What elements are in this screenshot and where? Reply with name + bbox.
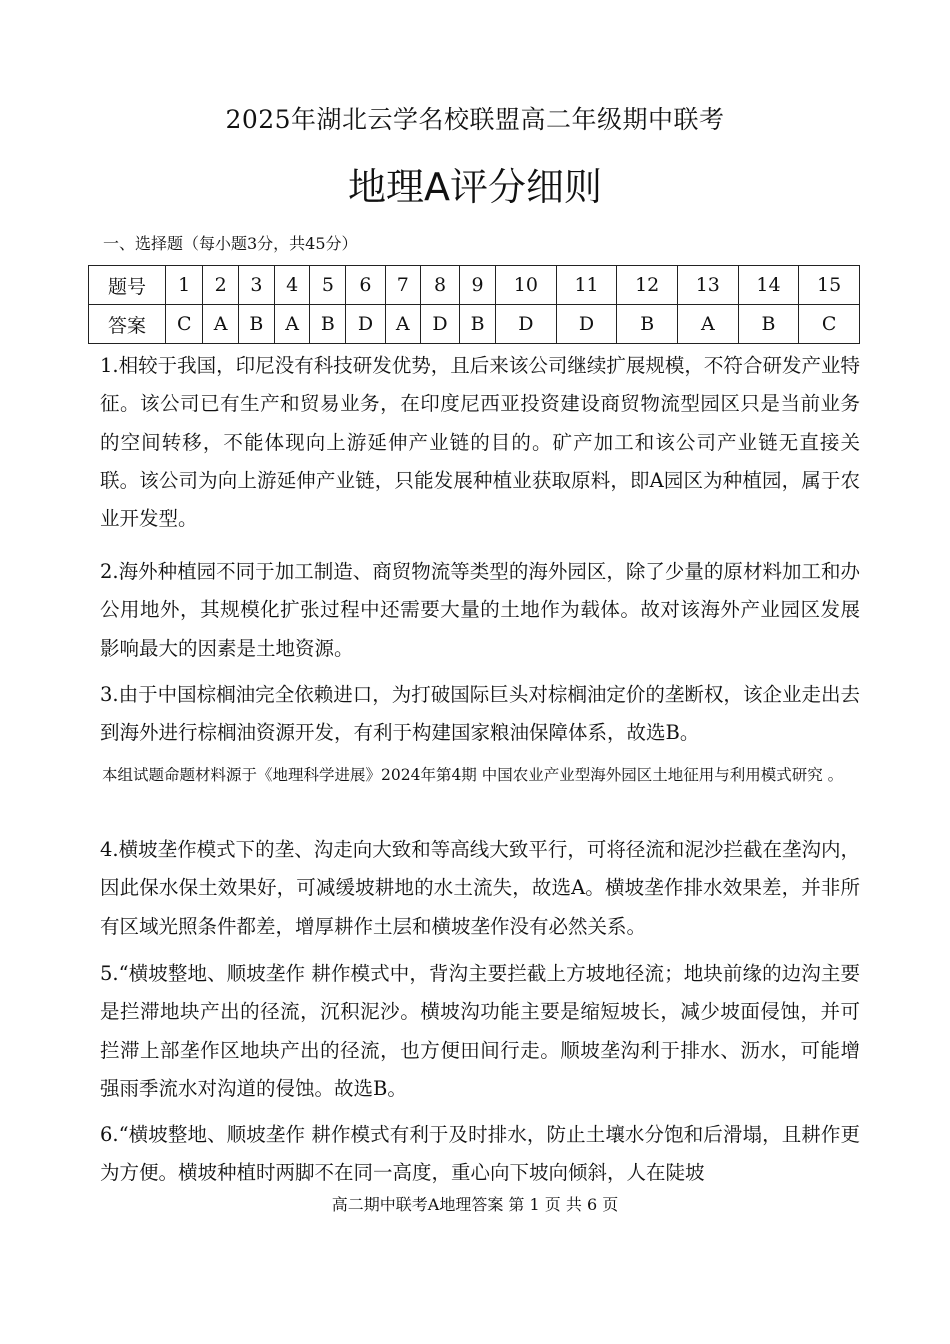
row-label-question: 题号 [89, 266, 166, 305]
explanation-q3: 3.由于中国棕榈油完全依赖进口，为打破国际巨头对棕榈油定价的垄断权，该企业走出去到海外进行棕榈油资源开发，有利于构建国家粮油保障体系，故选B。 [100, 683, 860, 745]
question-number: 1 [166, 266, 203, 305]
document-title: 地理A评分细则 [348, 165, 602, 209]
explanation-q6: 6.“横坡整地、顺坡垄作 耕作模式有利于及时排水，防止土壤水分饱和后滑塌，且耕作更为方便。横坡种植时两脚不在同一高度，重心向下坡向倾斜，人在陡坡 [100, 1123, 860, 1185]
question-number: 8 [420, 266, 459, 305]
explanation-q4: 4.横坡垄作模式下的垄、沟走向大致和等高线大致平行，可将径流和泥沙拦截在垄沟内，因此保水保土效果好，可减缓坡耕地的水土流失，故选A。横坡垄作排水效果差，并非所有区域光照条件都差，增厚耕作土层和横坡垄作没有必然关系。 [100, 838, 860, 938]
question-number: 14 [738, 266, 799, 305]
answer-cell: B [238, 305, 274, 344]
row-label-answer: 答案 [89, 305, 166, 344]
question-number: 7 [385, 266, 420, 305]
question-number: 10 [496, 266, 557, 305]
question-number: 6 [346, 266, 385, 305]
explanation-q2: 2.海外种植园不同于加工制造、商贸物流等类型的海外园区，除了少量的原材料加工和办公用地外，其规模化扩张过程中还需要大量的土地作为载体。故对该海外产业园区发展影响最大的因素是土地资源。 [100, 560, 860, 660]
question-number: 3 [238, 266, 274, 305]
page-footer: 高二期中联考A地理答案 第 1 页 共 6 页 [331, 1195, 619, 1214]
source-note: 本组试题命题材料源于《地理科学进展》2024年第4期 中国农业产业型海外园区土地征用与利用模式研究 。 [102, 766, 844, 784]
answer-cell: D [346, 305, 385, 344]
answer-cell: A [385, 305, 420, 344]
question-number-row [89, 266, 860, 305]
question-number: 9 [460, 266, 496, 305]
explanation-q5: 5.“横坡整地、顺坡垄作 耕作模式中，背沟主要拦截上方坡地径流；地块前缘的边沟主要是拦滞地块产出的径流，沉积泥沙。横坡沟功能主要是缩短坡长，减少坡面侵蚀，并可拦滞上部垄作区地块产出的径流，也方便田间行走。顺坡垄沟利于排水、沥水，可能增强雨季流水对沟道的侵蚀。故选B。 [100, 962, 860, 1100]
question-number: 15 [799, 266, 860, 305]
question-number: 11 [556, 266, 617, 305]
answer-cell: B [310, 305, 346, 344]
section-heading: 一、选择题（每小题3分，共45分） [103, 234, 358, 253]
answer-cell: B [460, 305, 496, 344]
answer-cell: B [738, 305, 799, 344]
question-number: 13 [678, 266, 739, 305]
answer-cell: C [166, 305, 203, 344]
answer-cell: A [274, 305, 309, 344]
answer-cell: D [496, 305, 557, 344]
explanation-q1: 1.相较于我国，印尼没有科技研发优势，且后来该公司继续扩展规模，不符合研发产业特征。该公司已有生产和贸易业务，在印度尼西亚投资建设商贸物流型园区只是当前业务的空间转移，不能体现向上游延伸产业链的目的。矿产加工和该公司产业链无直接关联。该公司为向上游延伸产业链，只能发展种植业获取原料，即A园区为种植园，属于农业开发型。 [100, 354, 860, 531]
answer-cell: C [799, 305, 860, 344]
answer-row [89, 305, 860, 344]
answer-cell: A [203, 305, 238, 344]
answer-cell: A [678, 305, 739, 344]
answer-cell: D [556, 305, 617, 344]
question-number: 5 [310, 266, 346, 305]
exam-title: 2025年湖北云学名校联盟高二年级期中联考 [225, 105, 725, 134]
answer-table [88, 265, 860, 344]
answer-cell: D [420, 305, 459, 344]
answer-cell: B [617, 305, 678, 344]
question-number: 12 [617, 266, 678, 305]
question-number: 4 [274, 266, 309, 305]
question-number: 2 [203, 266, 238, 305]
